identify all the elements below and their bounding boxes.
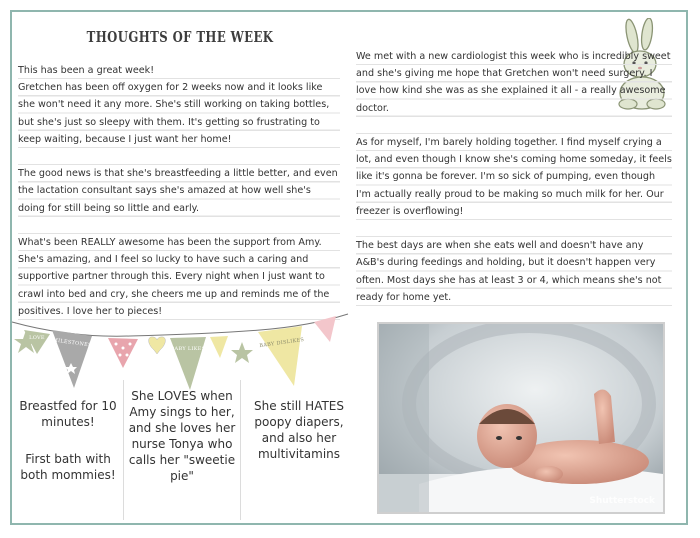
pennant-baby-likes-label: BABY LIKES [170,346,206,352]
pennant-baby-dislikes-label: BABY DISLIKES [259,336,305,350]
milestone-note-1: Breastfed for 10 minutes! [19,399,117,429]
right-paragraph: The best days are when she eats well and doesn't have any A&B's during feedings and holding, but it doesn't happen very often. Most days she has at least 3 or 4, which means she's not ready for home yet. [356,240,662,303]
page-title: THOUGHTS OF THE WEEK [86,28,274,46]
pennant-milestones [52,330,92,388]
pennant-baby-likes [170,337,206,390]
pennant-love-label: LOVE [29,335,45,341]
heart-decoration [149,337,166,354]
pennant-pink-small [314,316,336,342]
right-paragraph: We met with a new cardiologist this week who is incredibly sweet and she's giving me hope that Gretchen won't need surgery. I love how kind she was as she explained it all - a really awesome doctor. [356,51,671,114]
photo-illustration [379,324,663,512]
photo-watermark: Shutterstock [589,496,655,506]
right-paragraph: As for myself, I'm barely holding together. I find myself crying a lot, and even though I know she's coming home someday, it feels like it's gonna be forever. I'm so sick of pumping, even though I'm actually really proud to be making so much milk for her. Our freezer is overflowing! [356,137,672,217]
pennant-pink [108,338,138,368]
left-column [18,62,340,320]
left-paragraph: This has been a great week! Gretchen has been off oxygen for 2 weeks now and it looks like she won't need it any more. She's still working on taking bottles, but she's just so sleepy with them. It's getting so frustrating to keep waiting, because I just want her home! [18,65,330,145]
left-paragraph: What's been REALLY awesome has been the support from Amy. She's amazing, and I feel so lucky to have such a caring and supportive partner through this. Every night when I just want to crawl into bed and cry, she cheers me up and reminds me of the positives. I love her to pieces! [18,237,330,317]
dislikes-note: She still HATES poopy diapers, and also her multivitamins [253,399,345,461]
milestone-note-2: First bath with both mommies! [20,452,116,482]
right-column [356,48,672,306]
column-divider [240,380,241,520]
pennant-baby-dislikes [258,326,305,386]
pennant-yellow-small [210,336,228,358]
star-decoration [231,342,253,363]
baby-incubator-photo [377,322,665,514]
column-divider [123,380,124,520]
likes-note: She LOVES when Amy sings to her, and she loves her nurse Tonya who calls her "sweetie pie" [128,389,236,483]
pennant-milestones-label: MILESTONES [52,337,93,349]
left-paragraph: The good news is that she's breastfeeding a little better, and even the lactation consultant says she's amazed at how well she's doing for still being so little and early. [18,168,338,214]
